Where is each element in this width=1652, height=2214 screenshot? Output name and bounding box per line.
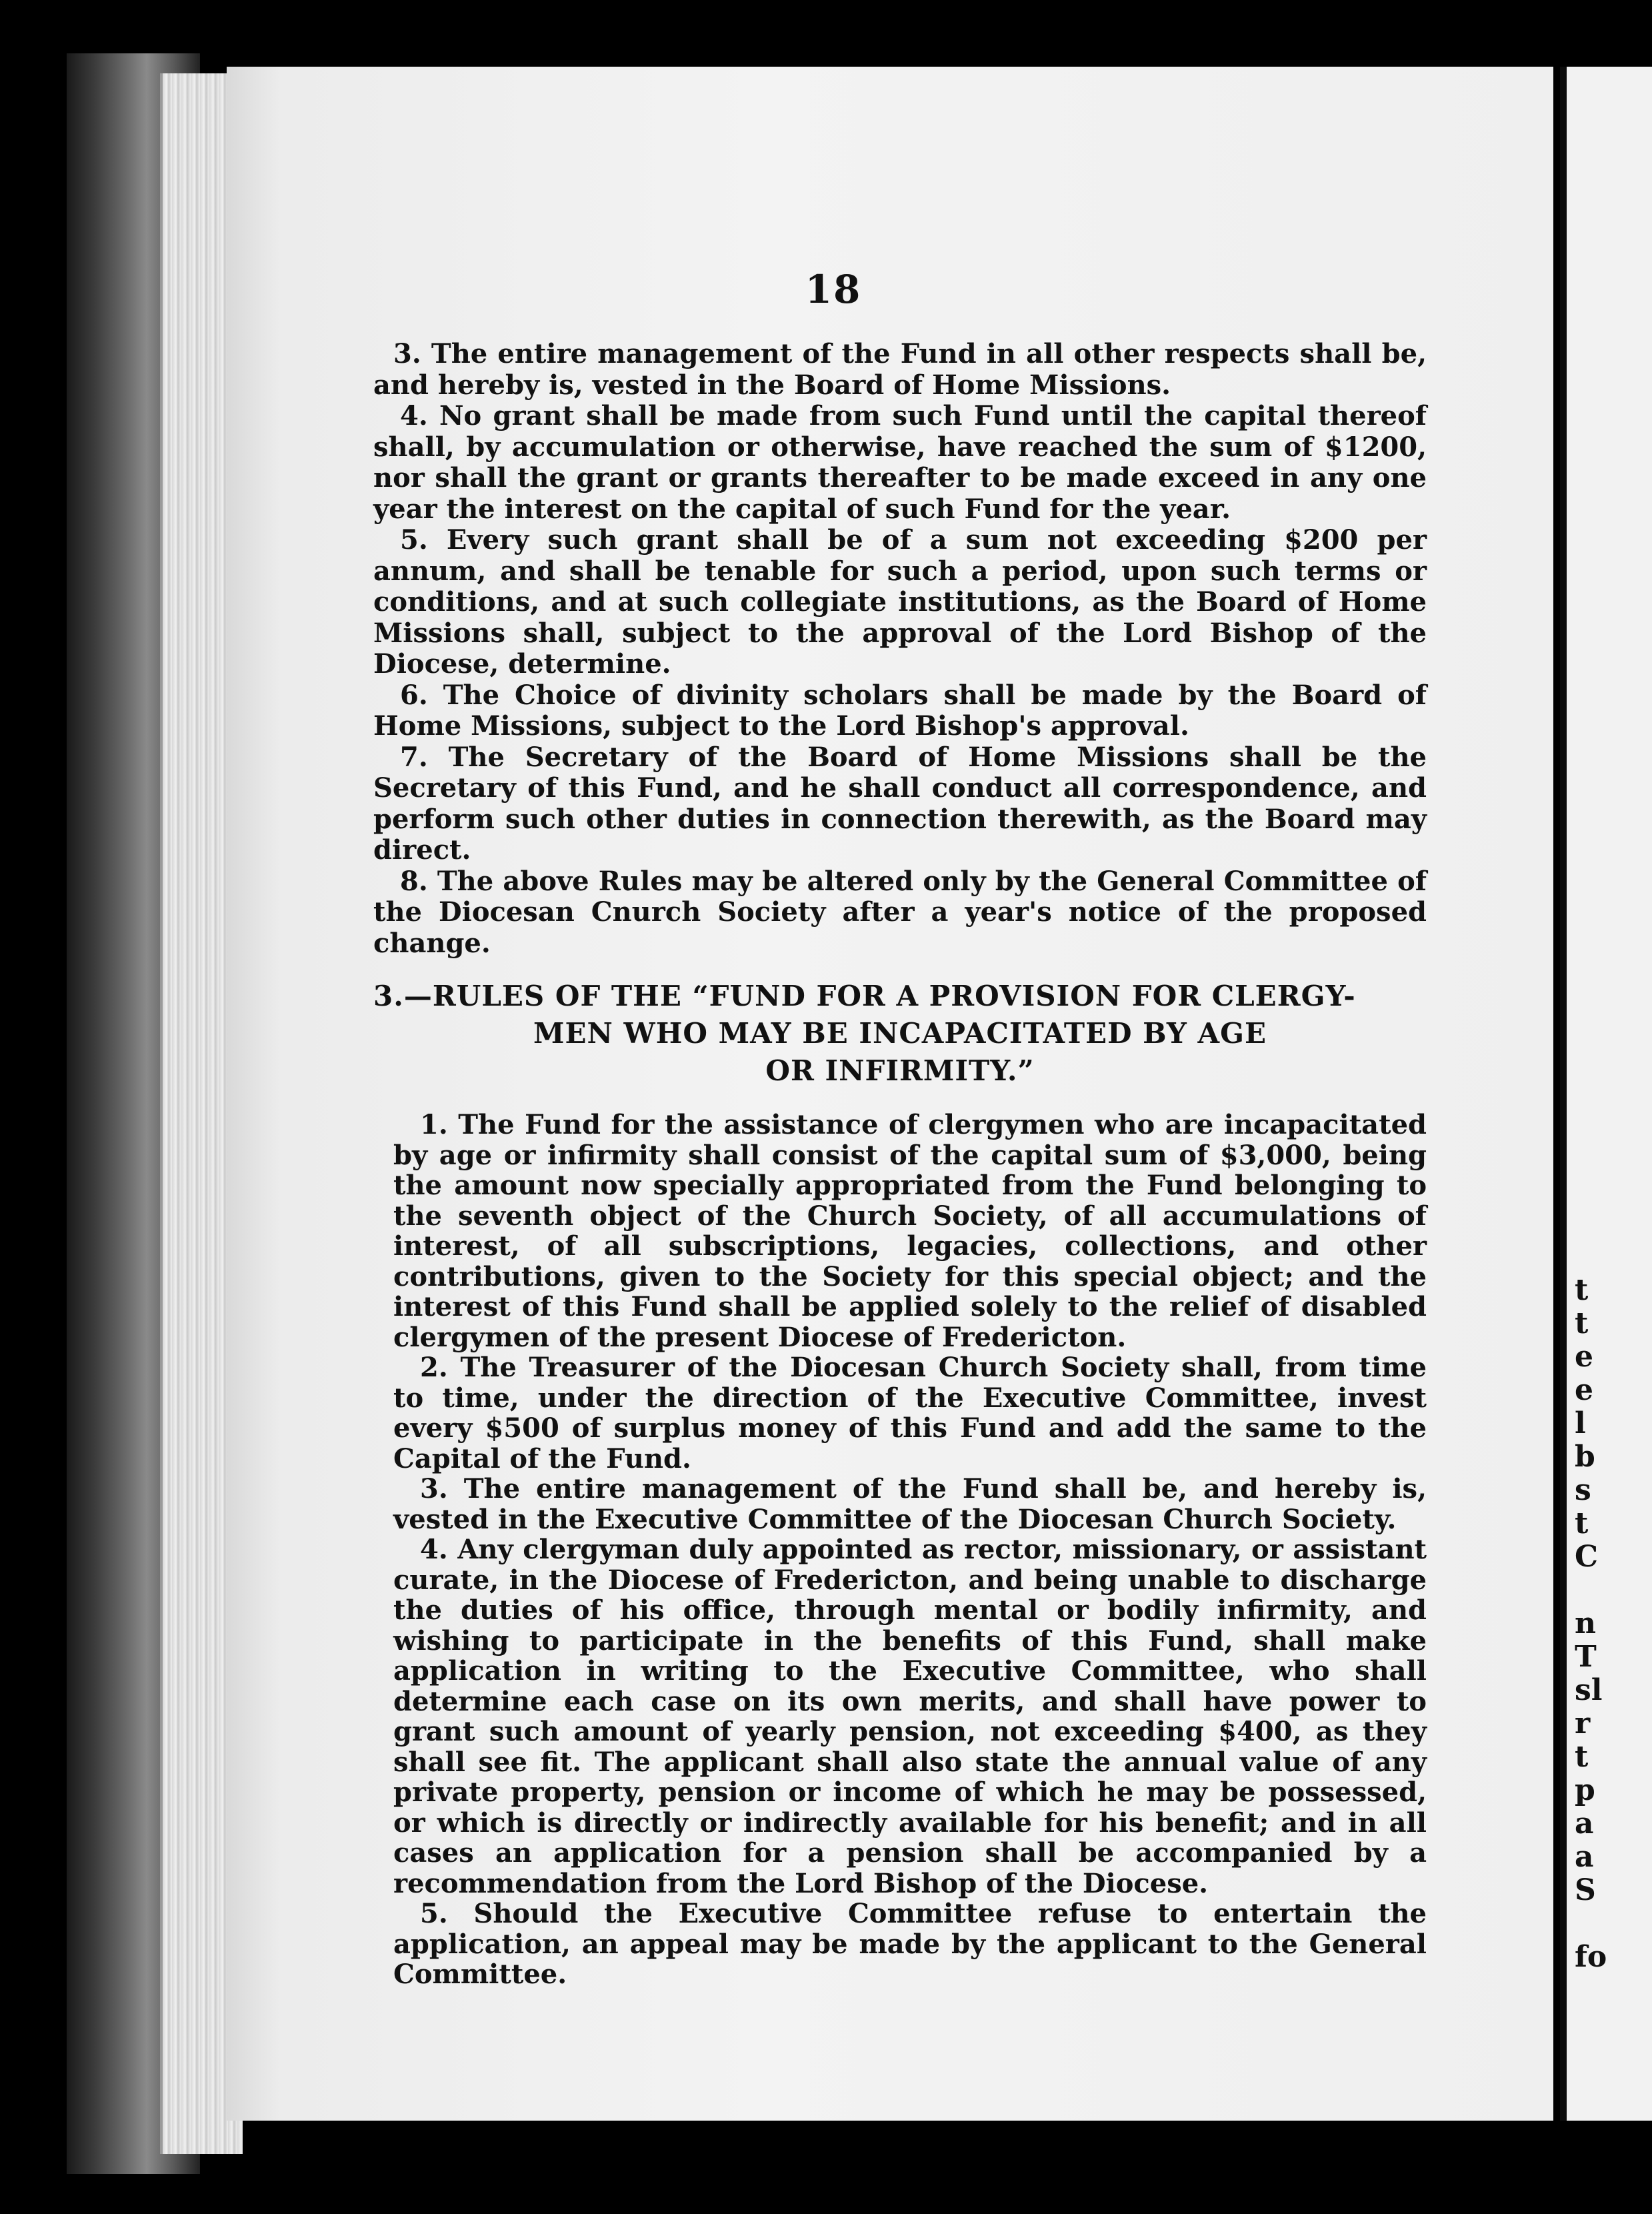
facing-page-fragments xyxy=(1575,1274,1641,1974)
facing-page-fragment: S xyxy=(1575,1874,1596,1907)
facing-page-fragment: fo xyxy=(1575,1941,1607,1974)
facing-page xyxy=(1560,67,1652,2121)
facing-page-fragment: p xyxy=(1575,1774,1595,1807)
facing-page-fragment: T xyxy=(1575,1640,1597,1674)
facing-page-fragment: sl xyxy=(1575,1674,1603,1707)
page-number: 18 xyxy=(805,267,862,312)
rule-paragraph: 8. The above Rules may be altered only by the General Committee of the Diocesan Cnurch Society after a year's notice of the proposed change. xyxy=(373,865,1427,959)
facing-page-fragment: C xyxy=(1575,1540,1599,1574)
rule-paragraph: 3. The entire management of the Fund in all other respects shall be, and hereby is, vested in the Board of Home Missions. xyxy=(373,338,1427,401)
facing-page-fragment: s xyxy=(1575,1474,1591,1507)
rule-paragraph: 2. The Treasurer of the Diocesan Church Society shall, from time to time, under the direction of the Executive Committee, invest every $500 of surplus money of this Fund and add the same to the Capital of the Fund. xyxy=(393,1352,1427,1474)
facing-page-fragment: b xyxy=(1575,1440,1595,1474)
rules-part-1 xyxy=(373,339,1427,959)
facing-page-fragment: a xyxy=(1575,1841,1594,1874)
facing-page-fragment: l xyxy=(1575,1407,1586,1440)
facing-page-fragment: t xyxy=(1575,1274,1589,1307)
facing-page-fragment: n xyxy=(1575,1607,1596,1640)
section-heading-line-2: MEN WHO MAY BE INCAPACITATED BY AGE xyxy=(533,1017,1267,1050)
facing-page-fragment: t xyxy=(1575,1741,1589,1774)
rule-paragraph: 3. The entire management of the Fund shall be, and hereby is, vested in the Executive Committee of the Diocesan Church Society. xyxy=(393,1473,1427,1535)
facing-page-fragment: e xyxy=(1575,1374,1593,1407)
rule-paragraph: 7. The Secretary of the Board of Home Missions shall be the Secretary of this Fund, and he shall conduct all correspondence, and perform such other duties in connection therewith, as the Board may direct. xyxy=(373,741,1427,866)
rule-paragraph: 5. Every such grant shall be of a sum not exceeding $200 per annum, and shall be tenable for such a period, upon such terms or conditions, and at such collegiate institutions, as the Board of Home Missions shall, subject to the approval of the Lord Bishop of the Diocese, determine. xyxy=(373,524,1427,680)
facing-page-fragment xyxy=(1575,1574,1641,1607)
facing-page-fragment: a xyxy=(1575,1807,1594,1841)
rule-paragraph: 5. Should the Executive Committee refuse to entertain the application, an appeal may be made by the applicant to the General Committee. xyxy=(393,1898,1427,1990)
facing-page-fragment: t xyxy=(1575,1307,1589,1340)
rule-paragraph: 4. No grant shall be made from such Fund until the capital thereof shall, by accumulation or otherwise, have reached the sum of $1200, nor shall the grant or grants thereafter to be made exceed in any one year the interest on the capital of such Fund for the year. xyxy=(373,400,1427,525)
rule-paragraph: 1. The Fund for the assistance of clergymen who are incapacitated by age or infirmity shall consist of the capital sum of $3,000, being the amount now specially appropriated from the Fund belonging to the seventh object of the Church Society, of all accumulations of interest, of all subscriptions, legacies, collections, and other contributions, given to the Society for this special object; and the interest of this Fund shall be applied solely to the relief of disabled clergymen of the present Diocese of Fredericton. xyxy=(393,1109,1427,1353)
facing-page-fragment: r xyxy=(1575,1707,1591,1741)
facing-page-fragment: t xyxy=(1575,1507,1589,1540)
rule-paragraph: 6. The Choice of divinity scholars shall be made by the Board of Home Missions, subject to the Lord Bishop's approval. xyxy=(373,679,1427,742)
rule-paragraph: 4. Any clergyman duly appointed as rector, missionary, or assistant curate, in the Diocese of Fredericton, and being unable to discharge the duties of his office, through mental or bodily infirmity, and wishing to participate in the benefits of this Fund, shall make application in writing to the Executive Committee, who shall determine each case on its own merits, and shall have power to grant such amount of yearly pension, not exceeding $400, as they shall see fit. The applicant shall also state the annual value of any private property, pension or income of which he may be possessed, or which is directly or indirectly available for his benefit; and in all cases an application for a pension shall be accompanied by a recommendation from the Lord Bishop of the Diocese. xyxy=(393,1534,1427,1899)
rules-part-2 xyxy=(393,1110,1427,1990)
section-heading-line-3: OR INFIRMITY.” xyxy=(765,1054,1035,1087)
page-text xyxy=(373,267,1427,1990)
section-heading-line-1: 3.—RULES OF THE “FUND FOR A PROVISION FOR CLERGY- xyxy=(373,980,1356,1012)
section-heading xyxy=(373,978,1427,1090)
facing-page-fragment: e xyxy=(1575,1340,1593,1374)
facing-page-fragment xyxy=(1575,1907,1641,1941)
